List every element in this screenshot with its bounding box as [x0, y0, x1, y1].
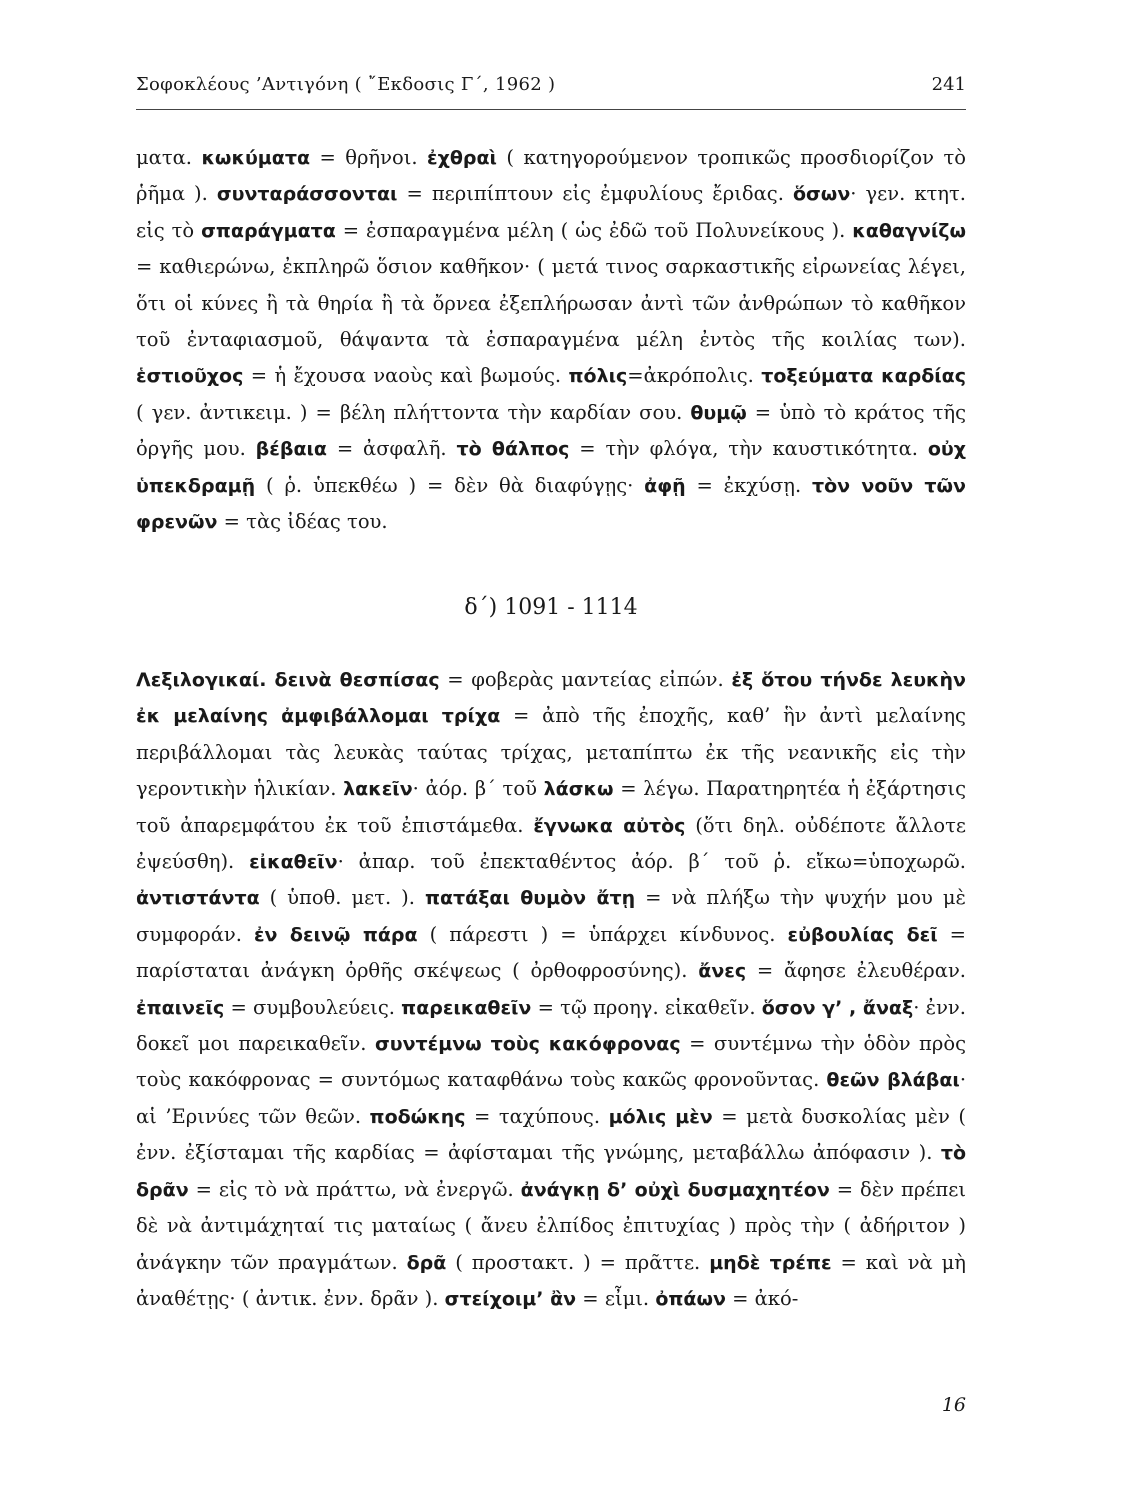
section-heading: δ΄) 1091 - 1114 — [464, 595, 638, 620]
lemma-term: στείχοιμ’ ἂν — [444, 1287, 577, 1310]
gloss-text: ματα. — [136, 146, 202, 169]
lemma-term: ὅσον γ’ , ἄναξ — [761, 996, 914, 1019]
lemma-term: Λεξιλογικαί. δεινὰ θεσπίσας — [136, 669, 440, 691]
gloss-text: = καθιερώνω, ἐκπληρῶ ὅσιον καθῆκον· ( μετά τινος σαρκαστικῆς εἰρωνείας λέγει, ὅτι οἱ κύνες ἢ τὰ θηρία ἢ τὰ ὄρνεα ἐξεπλήρωσαν ἀντὶ τῶν ἀνθρώπων τὸ καθῆκον τοῦ ἐνταφιασμοῦ, θάψαντα τὰ ἐσπαραγμένα μέλη ἐντὸς τῆς κοιλίας των). — [136, 255, 966, 352]
gloss-text: = ἀκό- — [725, 1286, 799, 1310]
gloss-text: = συμβουλεύεις. — [224, 995, 402, 1019]
lemma-term: βέβαια — [255, 438, 327, 461]
lemma-term: μόλις μὲν — [608, 1105, 713, 1128]
lemma-term: ἐξ ὅτου τήνδε λευκὴν ἐκ μελαίνης ἀμφιβάλλομαι τρίχα — [136, 669, 966, 728]
lemma-term: ποδώκης — [369, 1105, 466, 1128]
lemma-term: τὸ δρᾶν — [136, 1142, 966, 1201]
gloss-text: = λέγω. Παρατηρητέα ἡ ἐξάρτησις τοῦ ἀπαρεμφάτου ἐκ τοῦ ἐπιστάμεθα. — [136, 777, 966, 837]
lemma-term: ἐν δεινῷ πάρα — [253, 923, 418, 946]
lemma-term: συντέμνω τοὺς κακόφρονας — [374, 1033, 681, 1056]
lemma-term: θεῶν βλάβαι — [826, 1069, 960, 1092]
gloss-text: = ταχύπους. — [465, 1104, 609, 1128]
lemma-term: θυμῷ — [690, 401, 747, 424]
lemma-term: ἀνάγκῃ δ’ οὐχὶ δυσμαχητέον — [520, 1178, 830, 1201]
gloss-text: ( πάρεστι ) = ὑπάρχει κίνδυνος. — [417, 922, 788, 946]
gloss-text: = ἐσπαραγμένα μέλη ( ὡς ἐδῶ τοῦ Πολυνείκους ). — [335, 218, 853, 242]
gloss-text: = τὴν φλόγα, τὴν καυστικότητα. — [569, 437, 928, 461]
gloss-text: = μετὰ δυσκολίας μὲν ( ἐνν. ἐξίσταμαι τῆς καρδίας = ἀφίσταμαι τῆς γνώμης, μεταβάλλω ἀπόφασιν ). — [136, 1104, 966, 1165]
lemma-term: ἑστιοῦχος — [136, 365, 244, 388]
lemma-term: ἀντιστάντα — [136, 887, 260, 910]
gloss-text: = εἶμι. — [576, 1286, 656, 1310]
printer-signature-mark: 16 — [941, 1394, 966, 1416]
lemma-term: μηδὲ τρέπε — [709, 1251, 832, 1274]
gloss-text: = παρίσταται ἀνάγκη ὀρθῆς σκέψεως ( ὀρθοφροσύνης). — [136, 922, 967, 983]
commentary-part-2 — [136, 662, 966, 1317]
lemma-term: ἄνες — [698, 960, 747, 983]
lemma-term: πόλις — [568, 365, 628, 388]
paragraph-part-1 — [136, 140, 966, 540]
gloss-text: (ὅτι δηλ. οὐδέποτε ἄλλοτε ἐψεύσθη). — [136, 813, 966, 874]
gloss-text: · αἱ ’Ερινύες τῶν θεῶν. — [136, 1068, 967, 1128]
lemma-term: δρᾶ — [406, 1251, 447, 1274]
lemma-term: τὸν νοῦν τῶν φρενῶν — [136, 474, 966, 534]
gloss-text: = συντέμνω τὴν ὁδὸν πρὸς τοὺς κακόφρονας = συντόμως καταφθάνω τοὺς κακῶς φρονοῦντας. — [136, 1032, 966, 1092]
lemma-term: ἔγνωκα αὐτὸς — [533, 814, 686, 837]
commentary-part-1 — [136, 140, 966, 540]
gloss-text: = ἐκχύσῃ. — [685, 473, 812, 497]
gloss-text: = τῷ προηγ. εἰκαθεῖν. — [531, 995, 762, 1019]
lemma-term: οὐχ ὑπεκδραμῇ — [136, 438, 966, 497]
gloss-text: = ὑπὸ τὸ κράτος τῆς ὀργῆς μου. — [136, 400, 966, 461]
gloss-text: = ἀσφαλῆ. — [326, 437, 457, 461]
gloss-text: = τὰς ἰδέας του. — [217, 510, 388, 534]
gloss-text: = εἰς τὸ νὰ πράττω, νὰ ἐνεργῶ. — [188, 1177, 521, 1201]
gloss-text: = δὲν πρέπει δὲ νὰ ἀντιμάχηταί τις ματαίως ( ἄνευ ἐλπίδος ἐπιτυχίας ) πρὸς τὴν ( ἀδήριτον ) ἀνάγκην τῶν πραγμάτων. — [136, 1177, 966, 1274]
gloss-text: = ἄφησε ἐλευθέραν. — [746, 959, 966, 983]
gloss-text: = θρῆνοι. — [310, 146, 427, 169]
lemma-term: εἰκαθεῖν — [249, 851, 338, 874]
lemma-term: ὀπάων — [655, 1287, 726, 1310]
lemma-term: σπαράγματα — [201, 219, 336, 242]
gloss-text: = φοβερὰς μαντείας εἰπών. — [439, 668, 732, 691]
gloss-text: ( ῥ. ὑπεκθέω ) = δὲν θὰ διαφύγῃς· — [255, 473, 645, 497]
gloss-text: · ἀόρ. β΄ τοῦ — [412, 777, 544, 801]
paragraph-part-2 — [136, 662, 966, 1317]
gloss-text: ( κατηγορούμενον τροπικῶς προσδιορίζον τὸ ῥῆμα ). — [136, 146, 966, 206]
header-rule — [136, 109, 966, 110]
lemma-term: παρεικαθεῖν — [401, 996, 532, 1019]
running-title: Σοφοκλέους ’Αντιγόνη ( ῎Εκδοσις Γ΄, 1962 ) — [136, 74, 556, 95]
lemma-term: ὅσων — [792, 183, 851, 206]
lemma-term: ἐπαινεῖς — [136, 996, 225, 1019]
gloss-text: ( προστακτ. ) = πρᾶττε. — [446, 1250, 710, 1274]
lemma-term: εὐβουλίας δεῖ — [787, 923, 938, 946]
lemma-term: καθαγνίζω — [852, 219, 966, 242]
lemma-term: τοξεύματα καρδίας — [761, 365, 966, 388]
gloss-text: = καὶ νὰ μὴ ἀναθέτῃς· ( ἀντικ. ἐνν. δρᾶν ). — [136, 1250, 966, 1310]
lemma-term: ἀφῇ — [644, 474, 686, 497]
gloss-text: =ἀκρόπολις. — [627, 364, 762, 388]
gloss-text: · γεν. κτητ. εἰς τὸ — [136, 182, 966, 242]
lemma-term: λάσκω — [543, 778, 614, 801]
lemma-term: ἐχθραὶ — [427, 147, 497, 169]
gloss-text: = νὰ πλήξω τὴν ψυχήν μου μὲ συμφοράν. — [136, 886, 966, 946]
lemma-term: τὸ θάλπος — [456, 438, 570, 461]
lemma-term: λακεῖν — [343, 778, 413, 801]
lemma-term: πατάξαι θυμὸν ἄτῃ — [424, 887, 636, 910]
lemma-term: συνταράσσονται — [216, 183, 398, 206]
page-number: 241 — [931, 74, 966, 95]
lemma-term: κωκύματα — [201, 147, 310, 169]
gloss-text: = περιπίπτουν εἰς ἐμφυλίους ἔριδας. — [397, 182, 793, 206]
gloss-text: ( γεν. ἀντικειμ. ) = βέλη πλήττοντα τὴν καρδίαν σου. — [136, 400, 691, 424]
gloss-text: = ἀπὸ τῆς ἐποχῆς, καθ’ ἣν ἀντὶ μελαίνης περιβάλλομαι τὰς λευκὰς ταύτας τρίχας, μεταπίπτω ἐκ τῆς νεανικῆς εἰς τὴν γεροντικὴν ἡλικίαν. — [136, 704, 966, 801]
gloss-text: ( ὑποθ. μετ. ). — [259, 886, 425, 910]
gloss-text: · ἀπαρ. τοῦ ἐπεκταθέντος ἀόρ. β΄ τοῦ ῥ. εἴκω=ὑποχωρῶ. — [337, 850, 966, 874]
gloss-text: · ἐνν. δοκεῖ μοι παρεικαθεῖν. — [136, 995, 966, 1056]
gloss-text: = ἡ ἔχουσα ναοὺς καὶ βωμούς. — [243, 364, 569, 388]
running-header — [136, 74, 966, 104]
